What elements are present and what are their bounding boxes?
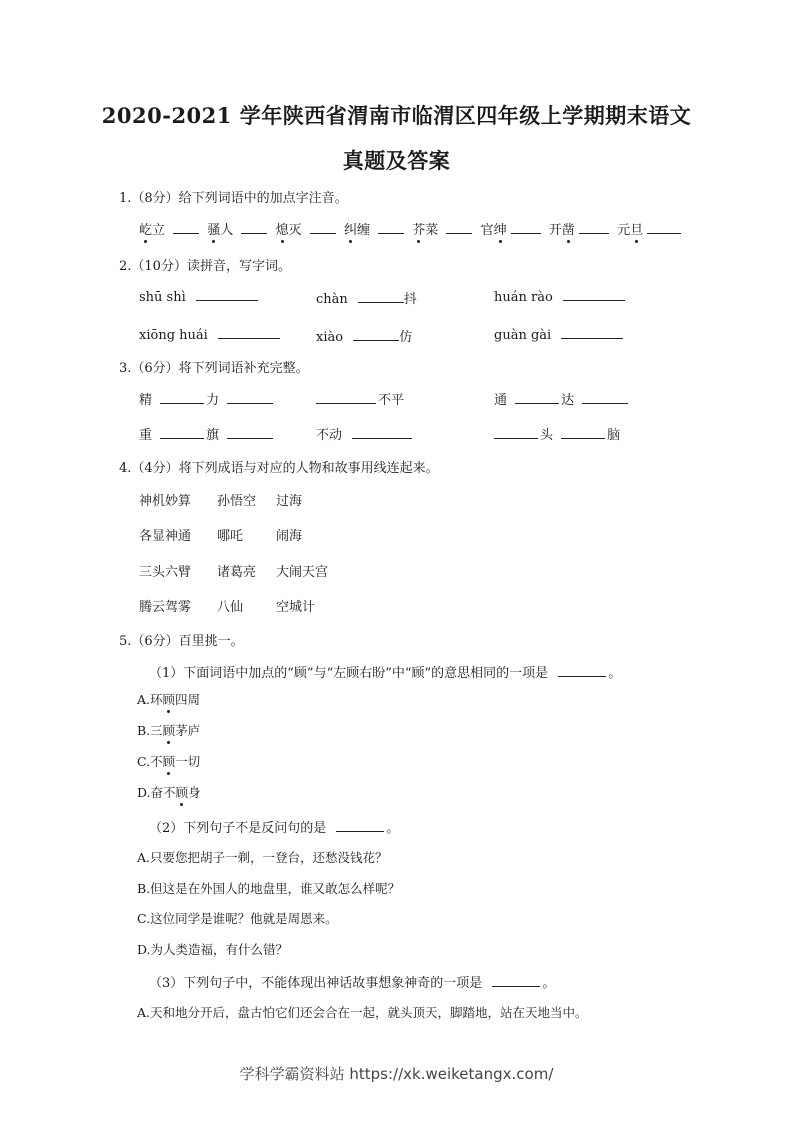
q3-answer-blank[interactable] [227,391,273,404]
q2-pinyin-item-1 [139,288,258,305]
q2-pinyin-item-4 [139,326,280,343]
q2-pinyin-item-2 [316,288,417,307]
q1-word-4: 纠缠 [344,223,370,238]
q4-character: 八仙 [217,600,244,615]
q4-character: 哪吒 [217,529,244,544]
q4-idiom: 腾云驾雾 [139,600,192,615]
q4-idiom: 各显神通 [139,529,192,544]
q1-answer-blank-4[interactable] [378,221,404,234]
q3-answer-blank[interactable] [160,391,204,404]
q3-answer-blank[interactable] [160,426,204,439]
q1-answer-blank-6[interactable] [511,221,541,234]
pinyin-label: xiōng huái [139,328,208,343]
q5-3-option-a: A.天和地分开后，盘古怕它们还会合在一起，就头顶天，脚踏地，站在天地当中。 [137,1005,588,1020]
q5-1-option-b: B.三顾茅庐 [137,723,201,738]
q5-1-answer-blank[interactable] [558,664,606,677]
q3-item-3: 通 达 [494,389,628,408]
question-1-stem: 1.（8分）给下列词语中的加点字注音。 [119,191,348,206]
given-character: 抖 [403,292,417,307]
q5-2-option-b: B.但这是在外国人的地盘里，谁又敢怎么样呢？ [137,881,401,896]
question-3-stem: 3.（6分）将下列词语补充完整。 [119,361,309,376]
q1-answer-blank-7[interactable] [579,221,609,234]
pinyin-label: xiào [316,330,344,345]
footer-watermark: 学科学霸资料站 https://xk.weiketangx.com/ [239,1065,554,1083]
question-5-stem: 5.（6分）百里挑一。 [119,634,244,649]
q2-answer-blank[interactable] [353,328,399,341]
q4-story: 大闹天宫 [276,565,329,580]
q1-answer-blank-2[interactable] [241,221,267,234]
q3-item-6: 头 脑 [494,424,620,443]
q1-answer-blank-5[interactable] [446,221,472,234]
pinyin-label: huán rào [494,290,553,305]
q3-answer-blank[interactable] [316,391,376,404]
q5-2-option-c: C.这位同学是谁呢？他就是周恩来。 [137,911,338,926]
q2-pinyin-item-5 [316,326,412,345]
q1-word-1: 屹立 [139,223,165,238]
q4-character: 孙悟空 [217,494,257,509]
q3-item-5: 不动 [316,424,412,443]
q3-answer-blank[interactable] [561,426,605,439]
q5-1-option-a: A.环顾四周 [137,692,201,707]
q2-answer-blank[interactable] [563,288,625,301]
q5-sub-question-1: （1）下面词语中加点的“顾”与“左顾右盼”中“顾”的意思相同的一项是 。 [149,666,622,681]
q3-item-1: 精 力 [139,389,273,408]
q5-2-option-a: A.只要您把胡子一剃，一登台，还愁没钱花？ [137,850,388,865]
q4-character: 诸葛亮 [217,565,257,580]
question-4-stem: 4.（4分）将下列成语与对应的人物和故事用线连起来。 [119,461,439,476]
q1-word-3: 熄灭 [276,223,302,238]
q5-sub-question-3: （3）下列句子中，不能体现出神话故事想象神奇的一项是 。 [149,976,556,991]
question-2-stem: 2.（10分）读拼音，写字词。 [119,259,291,274]
q1-word-7: 开凿 [549,223,575,238]
q5-2-option-d: D.为人类造福，有什么错？ [137,942,289,957]
pinyin-label: chàn [316,292,348,307]
pinyin-label: shū shì [139,290,186,305]
q1-word-2: 骚人 [207,223,233,238]
given-character: 仿 [399,330,413,345]
q5-1-option-d: D.奋不顾身 [137,785,201,800]
document-title-line-2: 真题及答案 [342,148,451,173]
q3-answer-blank[interactable] [352,426,412,439]
question-1-word-row [139,219,681,238]
q1-word-6: 官绅 [481,223,507,238]
pinyin-label: guàn gài [494,328,552,343]
q3-answer-blank[interactable] [494,426,538,439]
q3-answer-blank[interactable] [227,426,273,439]
q5-1-option-c: C.不顾一切 [137,754,201,769]
q5-3-answer-blank[interactable] [492,974,540,987]
q4-story: 闹海 [276,529,303,544]
q2-answer-blank[interactable] [218,326,280,339]
q5-2-answer-blank[interactable] [336,819,384,832]
q3-item-2: 不平 [316,389,404,408]
q1-answer-blank-3[interactable] [310,221,336,234]
q1-answer-blank-8[interactable] [647,221,681,234]
q1-answer-blank-1[interactable] [173,221,199,234]
document-title-line-1: 2020-2021 学年陕西省渭南市临渭区四年级上学期期末语文 [101,103,692,128]
q3-answer-blank[interactable] [515,391,559,404]
q3-item-4: 重 旗 [139,424,273,443]
q2-answer-blank[interactable] [561,326,623,339]
q4-story: 过海 [276,494,303,509]
q2-pinyin-item-6 [494,326,623,343]
q1-word-5: 芥菜 [412,223,438,238]
q4-idiom: 三头六臂 [139,565,192,580]
q1-word-8: 元旦 [617,223,643,238]
q2-pinyin-item-3 [494,288,625,305]
q2-answer-blank[interactable] [196,288,258,301]
q4-story: 空城计 [276,600,316,615]
q2-answer-blank[interactable] [358,290,404,303]
q4-idiom: 神机妙算 [139,494,192,509]
q5-sub-question-2: （2）下列句子不是反问句的是 。 [149,821,400,836]
q3-answer-blank[interactable] [582,391,628,404]
